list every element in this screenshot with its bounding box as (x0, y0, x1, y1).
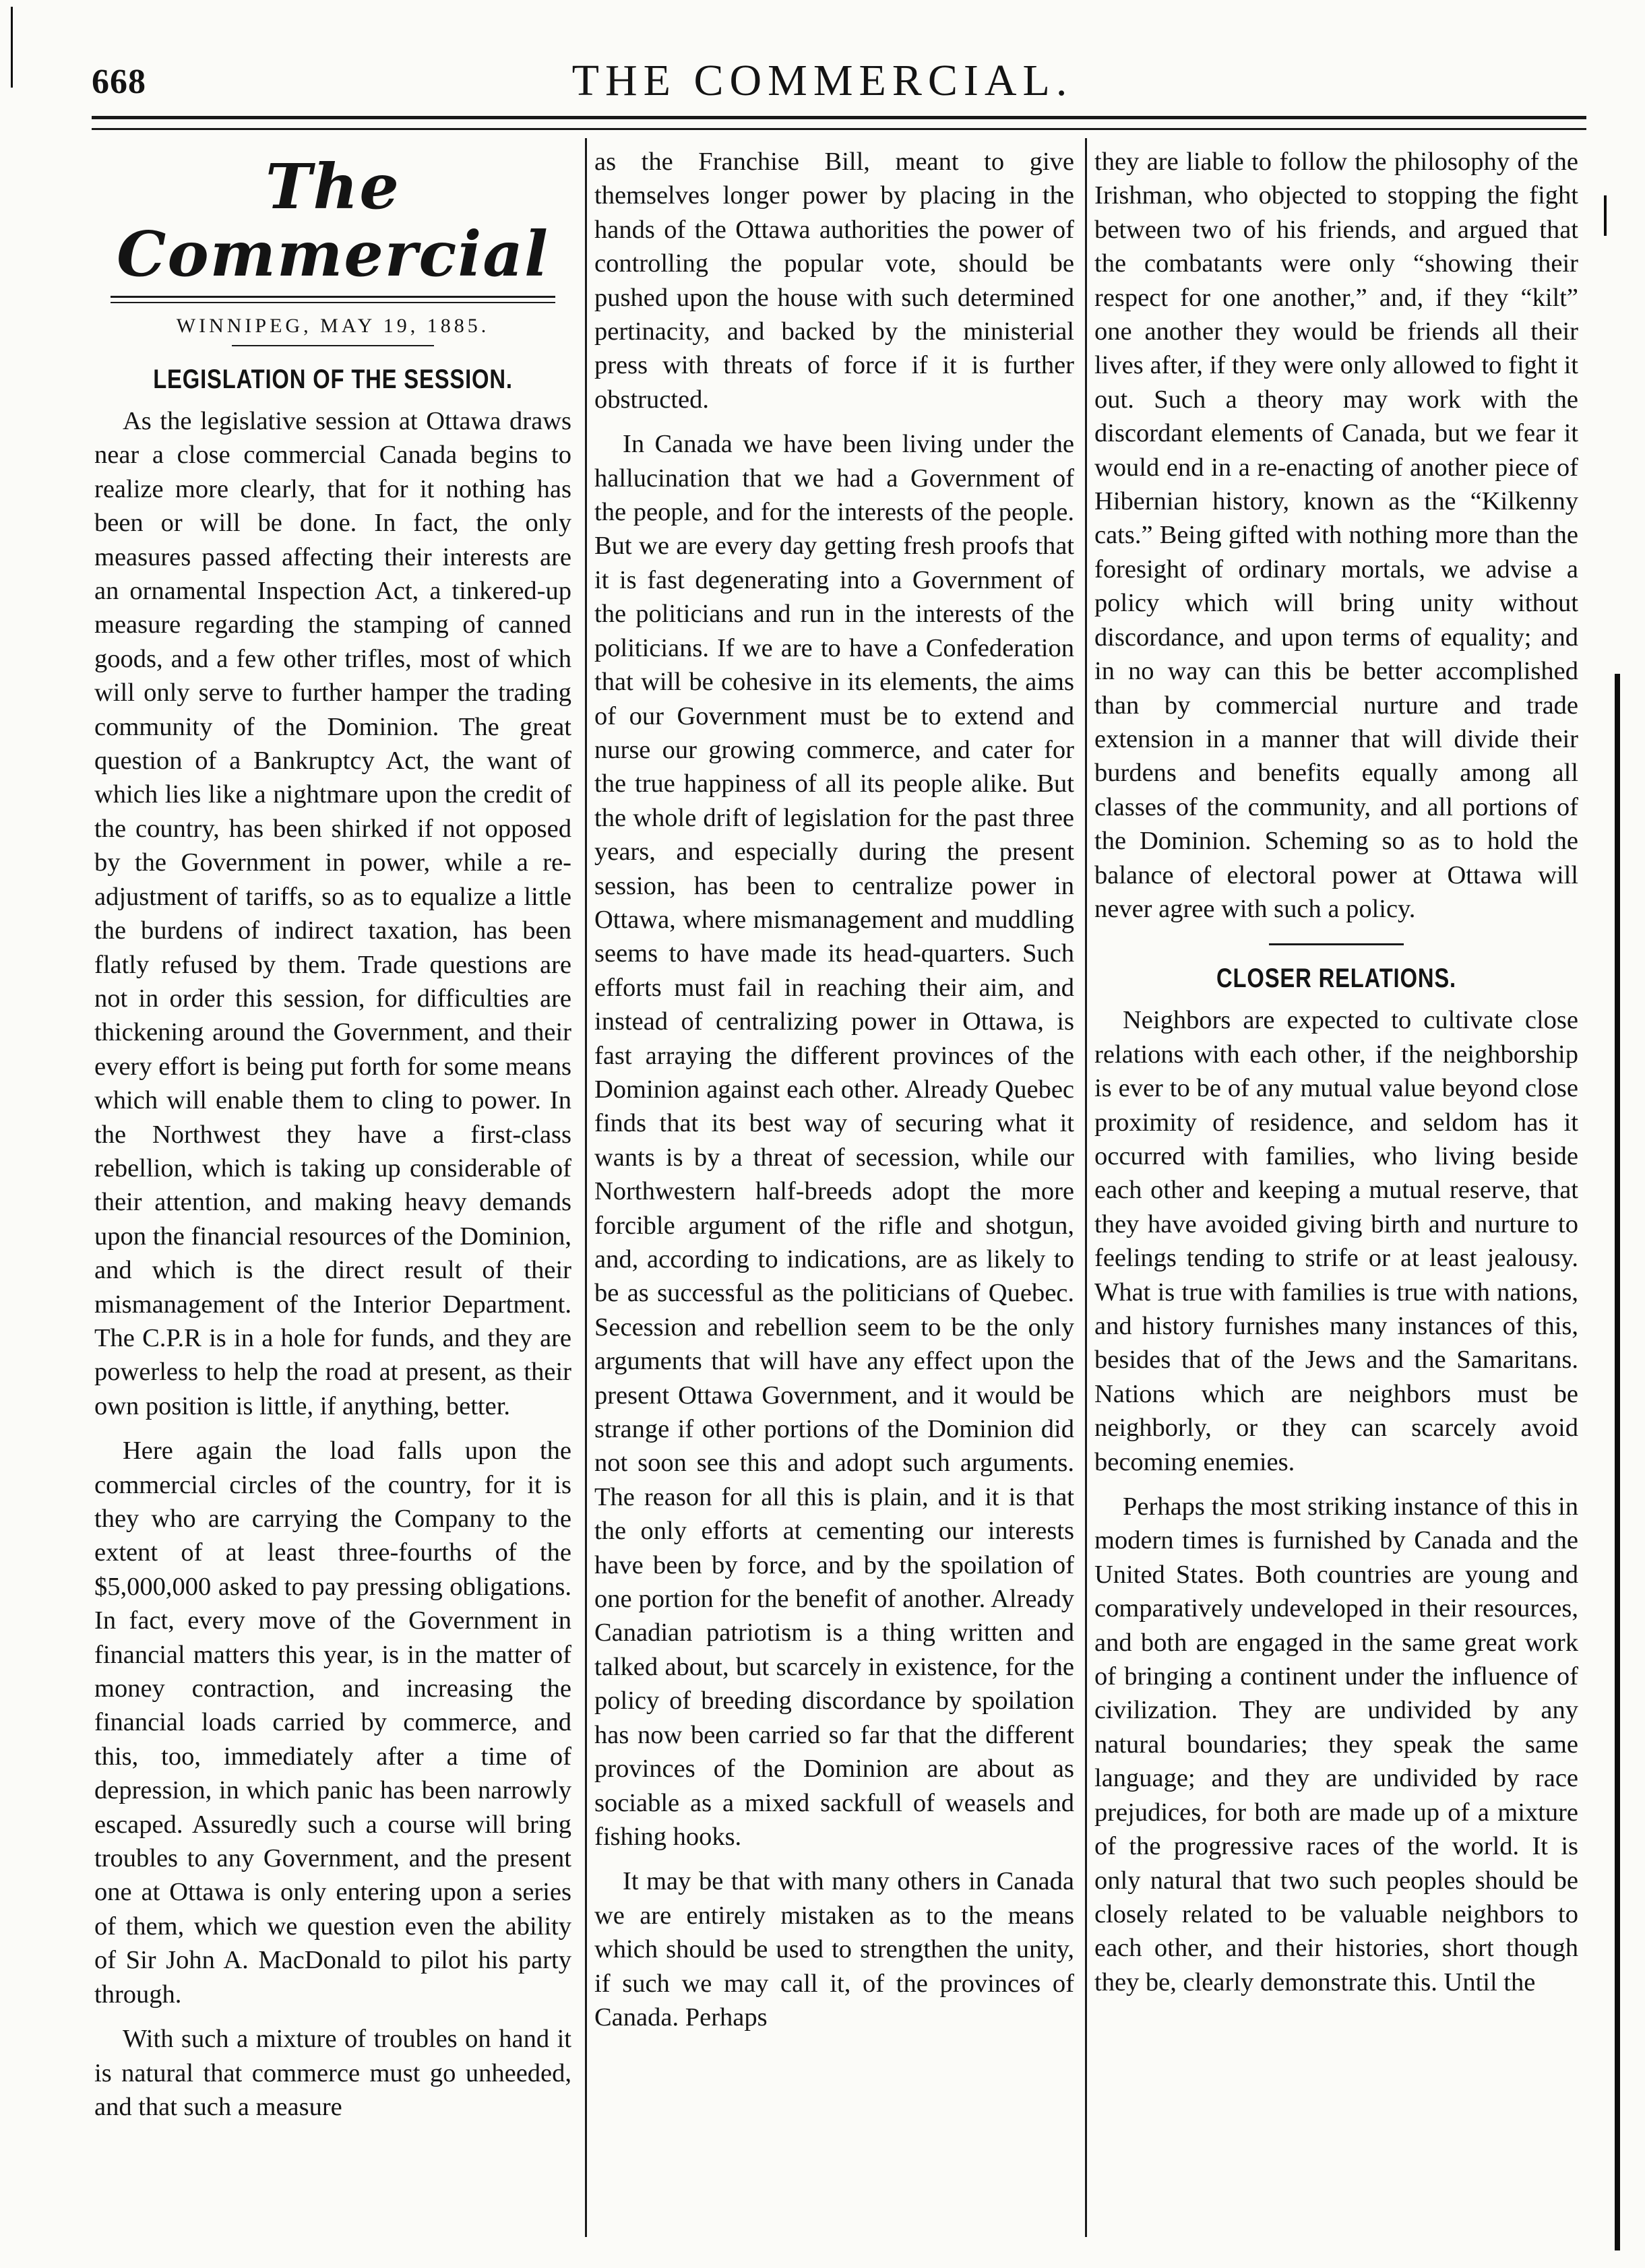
article-paragraph: as the Franchise Bill, meant to give themselves longer power by placing in the hands of the Ottawa authorities the power of controlling the popular vote, should be pushed upon the house with such determined pertinacity, and backed by the ministerial press with threats of force if it is further obstructed. (594, 148, 1074, 414)
nameplate-rule-2 (111, 302, 555, 303)
article-paragraph: In Canada we have been living under the hallucination that we had a Government of the people, and for the interests of the people. But we are every day getting fresh proofs that it is fast degenerating into a Government of the politicians and run in the interests of the politicians. If we are to have a Confederation that will be cohesive in its elements, the aims of our Government must be to extend and nurse our growing commerce, and cater for the true happiness of all its people alike. But the whole drift of legislation for the past three years, and especially during the present session, has been to centralize power in Ottawa, where mismanagement and muddling seems to have made its head-quarters. Such efforts must fail in reaching their aim, and instead of centralizing power in Ottawa, is fast arraying the different provinces of the Dominion against each other. Already Quebec finds that its best way of securing what it wants is by a threat of secession, while our Northwestern half-breeds adopt the more forcible argument of the rifle and shotgun, and, according to indications, are as likely to be as successful as the politicians of Quebec. Secession and rebellion seem to be the only arguments that will have any effect upon the present Ottawa Government, and it would be strange if other portions of the Dominion did not soon see this and adopt such arguments. The reason for all this is plain, and it is that the only efforts at cementing our interests have been by force, and by the spoilation of one portion for the benefit of another. Already Canadian patriotism is a thing written and talked about, but scarcely in existence, for the policy of breeding discordance by spoilation has now been carried so far that the different provinces of the Dominion are about as sociable as a mixed sackfull of weasels and fishing hooks. (594, 430, 1074, 1851)
column-2 (594, 145, 1074, 2234)
nameplate: The Commercial (117, 150, 549, 290)
article-paragraph: With such a mixture of troubles on hand it is natural that commerce must go unheeded, and that such a measure (94, 2025, 571, 2121)
article-paragraph: It may be that with many others in Canada we are entirely mistaken as to the means which should be used to strengthen the unity, if such we may call it, of the provinces of Canada. Perhaps (594, 1867, 1074, 2031)
article-paragraph: Here again the load falls upon the commercial circles of the country, for it is they who are carrying the Company to the extent of at least three-fourths of the $5,000,000 asked to pay pressing obligations. In fact, every move of the Government in financial matters this year, is in the matter of money contraction, and increasing the financial loads carried by commerce, and this, too, immediately after a time of depression, in which panic has been narrowly escaped. Assuredly such a course will bring troubles to any Government, and the present one at Ottawa is only entering upon a series of them, which we question even the ability of Sir John A. MacDonald to pilot his party through. (94, 1437, 571, 2009)
header-rule-bottom (92, 128, 1586, 130)
page-number: 668 (92, 63, 146, 101)
header-rule-top (92, 116, 1586, 119)
column-divider-2 (1085, 138, 1087, 2237)
article-paragraph: they are liable to follow the philosophy of the Irishman, who objected to stopping the fight between two of his friends, and argued that the combatants were only “showing their respect for one another,” and, if they “kilt” one another they would be friends all their lives after, if they were only allowed to fight it out. Such a theory may work with the discordant elements of Canada, but we fear it would end in a re-enacting of another piece of Hibernian history, known as the “Kilkenny cats.” Being gifted with nothing more than the foresight of ordinary mortals, we advise a policy which will bring unity without discordance, and upon terms of equality; and in no way can this be better accomplished than by commercial nurture and trade extension in a manner that will divide their burdens and benefits equally among all classes of the community, and all portions of the Dominion. Scheming so as to hold the balance of electoral power at Ottawa will never agree with such a policy. (1094, 148, 1578, 923)
scan-edge-mark-left (11, 7, 13, 88)
dateline-rule (232, 345, 434, 346)
article-paragraph: Neighbors are expected to cultivate close relations with each other, if the neighborship is ever to be of any mutual value beyond close proximity of residence, and seldom has it occurred with families, who living beside each other and keeping a mutual reserve, that they have avoided giving birth and nurture to feelings tending to strife or at least jealousy. What is true with families is true with nations, and history furnishes many instances of this, besides that of the Jews and the Samaritans. Nations which are neighbors must be neighborly, or they can scarcely avoid becoming enemies. (1094, 1006, 1578, 1476)
article-paragraph: As the legislative session at Ottawa draws near a close commercial Canada begins to realize more clearly, that for it nothing has been or will be done. In fact, the only measures passed affecting their interests are an ornamental Inspection Act, a tinkered-up measure regarding the stamping of canned goods, and a few other trifles, most of which will only serve to further hamper the trading community of the Dominion. The great question of a Bankruptcy Act, the want of which lies like a nightmare upon the credit of the country, has been shirked if not opposed by the Government in power, while a re-adjustment of tariffs, so as to equalize a little the burdens of indirect taxation, has been flatly refused by them. Trade questions are not in order this session, for difficulties are thickening around the Government, and their every effort is being put forth for some means which will enable them to cling to power. In the Northwest they have a first-class rebellion, which is taking up considerable of their attention, and making heavy demands upon the financial resources of the Dominion, and which is the direct result of their mismanagement of the Interior Department. The C.P.R is in a hole for funds, and they are powerless to help the road at present, as their own position is little, if anything, better. (94, 407, 571, 1420)
section-divider (1269, 943, 1404, 945)
article-heading-legislation: LEGISLATION OF THE SESSION. (153, 365, 513, 394)
column-3 (1094, 145, 1578, 2234)
column-1 (94, 145, 571, 2234)
scan-edge-bar (1615, 674, 1620, 2250)
scan-edge-mark (1604, 195, 1607, 236)
article-paragraph: Perhaps the most striking instance of this in modern times is furnished by Canada and the United States. Both countries are young and comparatively undeveloped in their resources, and both are engaged in the same great work of bringing a continent under the influence of civilization. They are undivided by any natural boundaries; they speak the same language; and they are undivided by race prejudices, for both are made up of a mixture of the progressive races of the world. It is only natural that two such peoples should be closely related to be valuable neighbors to each other, and their histories, short though they be, clearly demonstrate this. Until the (1094, 1492, 1578, 1996)
masthead-title: THE COMMERCIAL. (571, 56, 1074, 105)
nameplate-rule-1 (111, 296, 555, 298)
article-heading-closer-relations: CLOSER RELATIONS. (1216, 964, 1456, 994)
column-divider-1 (585, 138, 587, 2237)
dateline: WINNIPEG, MAY 19, 1885. (176, 315, 490, 337)
